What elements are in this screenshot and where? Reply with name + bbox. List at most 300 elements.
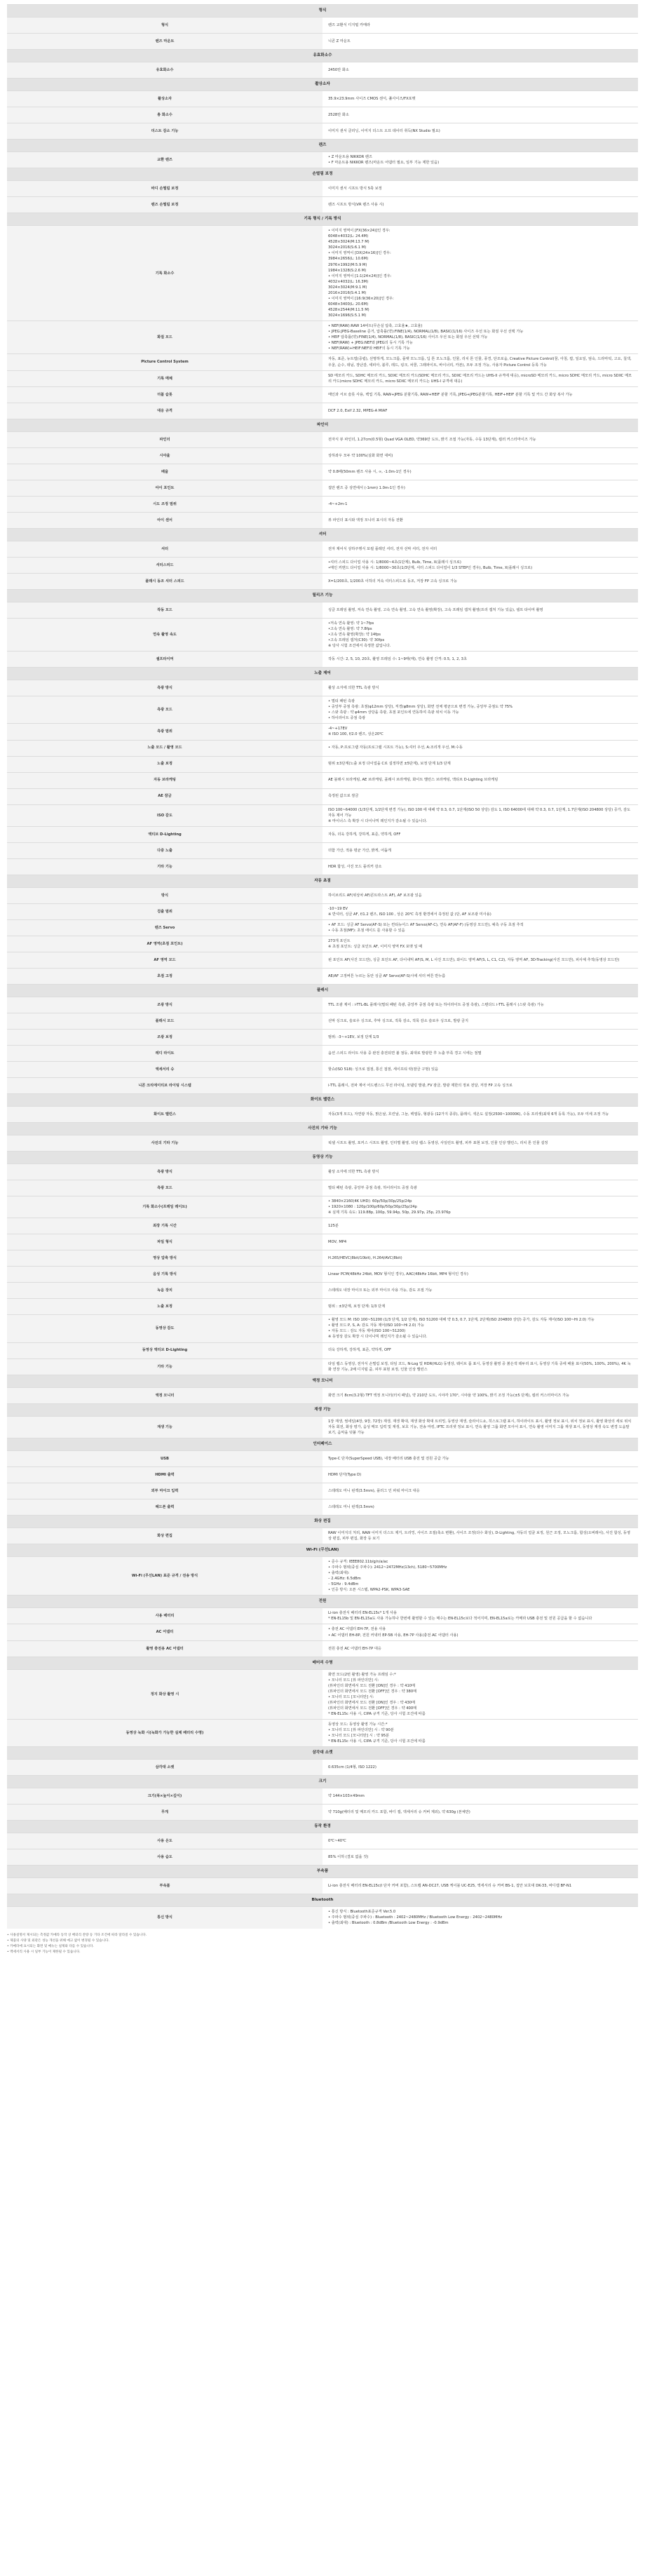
spec-label: 사진의 기타 기능 xyxy=(7,1135,322,1152)
spec-value-line: 125분 xyxy=(328,1224,339,1229)
spec-value-line: 싱글 프레임 촬영, 저속 연속 촬영, 고속 연속 촬영, 고속 연속 촬영(확장), 고속 프레임 캡처 촬영(프리 캡처 기능 있음), 셀프 타이머 촬영 xyxy=(328,607,543,612)
spec-value-line: ※ 당사 시험 조건에서 측정한 값입니다. xyxy=(328,644,391,649)
section-header xyxy=(7,1544,638,1556)
spec-row xyxy=(7,842,638,858)
spec-row xyxy=(7,1267,638,1283)
spec-value-line: HDMI 단자(Type D) xyxy=(328,1472,362,1477)
spec-value-line: 6048×4032(L: 24.4M) xyxy=(328,234,369,239)
spec-row xyxy=(7,226,638,321)
spec-label: 셔터 xyxy=(7,541,322,557)
spec-row xyxy=(7,887,638,903)
spec-label: AC 어댑터 xyxy=(7,1624,322,1640)
footnote: • 액세서리 사용 시 일부 기능이 제한될 수 있습니다. xyxy=(7,1950,81,1955)
spec-value xyxy=(322,696,638,724)
spec-value xyxy=(322,1466,638,1483)
spec-label: 대응 규격 xyxy=(7,403,322,419)
spec-row xyxy=(7,1030,638,1046)
spec-label: 영상 압축 방식 xyxy=(7,1250,322,1267)
spec-label: 렌즈 마운트 xyxy=(7,34,322,50)
spec-value-line: 1984×1328(S:2.6 M) xyxy=(328,268,367,273)
spec-label: 시도 조정 범위 xyxy=(7,496,322,512)
spec-row xyxy=(7,1299,638,1315)
spec-label: 노출 보정 xyxy=(7,1299,322,1315)
spec-label: AE 잠금 xyxy=(7,788,322,804)
spec-value-line: 3984×2656(L: 10.6M) xyxy=(328,257,369,262)
section-title: 형식 xyxy=(7,5,638,18)
spec-label: 무게 xyxy=(7,1805,322,1821)
spec-value-line: 6048×3400(L: 20.6M) xyxy=(328,302,369,306)
spec-value-line: ※ ISO 100, f/2.0 렌즈, 상온20℃ xyxy=(328,732,383,737)
spec-value xyxy=(322,1299,638,1315)
spec-value-line: •메인 커맨드 다이얼 사용 시: 1/8000~30초(1/3단계, 셔터 스피드 다이얼이 1/3 STEP인 경우), Bulb, Time, X(플래시 싱크로) xyxy=(328,565,533,570)
spec-value xyxy=(322,1234,638,1250)
spec-value-line: (뷰파인더 화면에서 모드 전환 [ON]인 경우 : 약 430매 xyxy=(328,1700,416,1705)
spec-row xyxy=(7,1164,638,1180)
spec-value xyxy=(322,34,638,50)
section-header xyxy=(7,213,638,226)
spec-value-line: HDR 합성, 사진 모드 플리커 감소 xyxy=(328,864,382,869)
spec-row xyxy=(7,1107,638,1123)
spec-row xyxy=(7,1608,638,1624)
spec-row xyxy=(7,1833,638,1849)
spec-value-line: 접안 렌즈 중 상면에서 (-1mm) 1.0m-1인 경우) xyxy=(328,485,405,490)
spec-row xyxy=(7,804,638,826)
spec-label: 배율 xyxy=(7,464,322,480)
spec-value-line: TTL 조광 제어 : i-TTL-BL 플래시(멀티 패턴 측광, 중앙부 중점 측광 또는 하이라이트 중점 측광), 스탠다드 i-TTL 플래시 (스팟 측광) 가능 xyxy=(328,1003,544,1008)
spec-value xyxy=(322,1062,638,1078)
section-header xyxy=(7,1152,638,1164)
spec-row xyxy=(7,1805,638,1821)
spec-value-line: i-TTL 플래시, 전파 제어 어드밴스드 무선 라이팅, 모델링 발광, FV 잠금, 발광 제한의 정보 전달, 저장 FP 고속 싱크로 xyxy=(328,1084,512,1088)
spec-value-line: • 3840×2160(4K UHD): 60p/50p/30p/25p/24p xyxy=(328,1199,412,1204)
section-title: 배터리 수명 xyxy=(7,1657,638,1669)
spec-value-line: • 이미지 영역이 [FX(36×24)]인 경우: xyxy=(328,229,391,234)
spec-row xyxy=(7,321,638,354)
spec-value-line: 스테레오 내장 마이크 또는 외부 마이크 사용 가능, 감도 조절 가능 xyxy=(328,1288,433,1293)
spec-value-line: 2528만 화소 xyxy=(328,112,349,117)
spec-label: 통신 방식 xyxy=(7,1907,322,1929)
spec-value-line: 4032×4032(L: 16.3M) xyxy=(328,279,369,284)
spec-value xyxy=(322,756,638,772)
spec-label: 렌즈 Servo xyxy=(7,919,322,936)
spec-label: 파일 형식 xyxy=(7,1234,322,1250)
spec-label: 헤드폰 출력 xyxy=(7,1499,322,1515)
section-title: 인터페이스 xyxy=(7,1438,638,1450)
spec-label: 녹음 장치 xyxy=(7,1283,322,1299)
spec-value xyxy=(322,1283,638,1299)
section-header xyxy=(7,1821,638,1833)
spec-value-line: • 자동 모드 : 감도 자동 제어(ISO 100~51200) xyxy=(328,1329,406,1334)
spec-row xyxy=(7,431,638,447)
spec-value-line: •고속 프레임 캡처(C30): 약 30fps xyxy=(328,638,385,642)
spec-label: 액정 모니터 xyxy=(7,1387,322,1403)
spec-label: ISO 감도 xyxy=(7,804,322,826)
spec-label: 니콘 크리에이티브 라이팅 시스템 xyxy=(7,1078,322,1094)
spec-value-line: • F 마운트용 NIKKOR 렌즈(마운트 어댑터 필요, 일부 기능 제한 있음) xyxy=(328,161,440,166)
spec-value xyxy=(322,740,638,756)
spec-value-line: 자동, 표준, 뉴트럴(중립), 선명하게, 모노크롬, 플랫 모노크롬, 딥 톤 모노크롬, 인물, 리치 톤 인물, 풍경, 단조로움, Creative Picture Control(꿈, 아침, 팝, 일요일, 엄숙, 드라마틱, 고요, 칠색, 우울, 순수, 데님, 장난감, 세피아, 블루, 레드, 핑크, 차콜, 그래파이트, 바이너리, 카본), 모두 조정 가능, 사용자 Picture Control 등록 가능 xyxy=(328,357,632,367)
section-header xyxy=(7,1596,638,1608)
spec-row xyxy=(7,197,638,213)
spec-value-line: 렌즈 시프트 방식(VR 렌즈 사용 시) xyxy=(328,203,384,208)
spec-value xyxy=(322,936,638,952)
spec-value xyxy=(322,1608,638,1624)
spec-value xyxy=(322,1849,638,1866)
spec-value-line: • 주파수 범위(중심 주파수): 2412~2472MHz(13ch), 5180~5700MHz xyxy=(328,1565,447,1570)
section-header xyxy=(7,419,638,431)
spec-label: 기록 화소수(프레임 레이트) xyxy=(7,1196,322,1218)
spec-value-line: 2450만 화소 xyxy=(328,67,349,72)
spec-value xyxy=(322,557,638,573)
section-title: 크기 xyxy=(7,1776,638,1788)
spec-row xyxy=(7,1788,638,1805)
spec-row xyxy=(7,1387,638,1403)
spec-row xyxy=(7,403,638,419)
spec-value xyxy=(322,1107,638,1123)
spec-label: 유효화소수 xyxy=(7,62,322,79)
spec-row xyxy=(7,1234,638,1250)
spec-label: 촬상소자 xyxy=(7,91,322,107)
spec-row xyxy=(7,696,638,724)
spec-value xyxy=(322,1387,638,1403)
spec-row xyxy=(7,1907,638,1929)
spec-label: 화이트 밸런스 xyxy=(7,1107,322,1123)
spec-value xyxy=(322,447,638,464)
spec-label: 동영상 액티브 D-Lighting xyxy=(7,1342,322,1358)
section-header xyxy=(7,875,638,887)
spec-label: 사용 배터리 xyxy=(7,1608,322,1624)
spec-label: 자동 브라케팅 xyxy=(7,772,322,788)
spec-row xyxy=(7,903,638,919)
spec-value-line: • 중앙부 중점 측광: 초점(φ12mm 상당), 직경(φ8mm 상당), 화면 전체 평균으로 변경 가능, 중앙부 중점도 약 75% xyxy=(328,705,513,710)
spec-row xyxy=(7,952,638,969)
spec-value-line: SD 메모리 카드, SDHC 메모리 카드, SDXC 메모리 카드(SDHC 메모리 카드, SDXC 메모리 카드는 UHS-II 규격에 대응), microSD 메모리 카드, micro SDHC 메모리 카드, micro SDXC 메모리 카드(micro SDHC 메모리 카드, micro SDXC 메모리 카드는 UHS-I 규격에 대응) xyxy=(328,373,632,384)
spec-label: 셀프타이머 xyxy=(7,652,322,668)
spec-label: 동영상 녹화 시(녹화가 가능한 실제 배터리 수명) xyxy=(7,1720,322,1747)
spec-label: 방식 xyxy=(7,887,322,903)
spec-value-line: 1장 재생, 썸네일(4장, 9장, 72장) 재생, 재생 확대, 재생 화상 확대 트리밍, 동영상 재생, 슬라이드쇼, 히스토그램 표시, 하이라이트 표시, 촬영 정보 표시, 위치 정보 표시, 촬영 화상의 세로 위치 자동 회전, 화상 평가, 음성 메모 입력 및 재생, 보호 기능, 전송 마킹, IPTC 프리셋 정보 표시, 연속 촬영 그룹 화면 모아서 표시, 연속 촬영 이미지 그룹 재생 표시, 동영상 재생 속도 변경 도움말 보기, 음악을 덧붙 가능 xyxy=(328,1419,632,1435)
spec-value-line: 2016×2016(S:4.1 M) xyxy=(328,290,367,295)
spec-label: 사용 습도 xyxy=(7,1849,322,1866)
spec-value-line: 촬상 소자에 의한 TTL 측광 방식 xyxy=(328,1170,379,1175)
spec-label: 정지 화상 촬영 시 xyxy=(7,1669,322,1720)
spec-row xyxy=(7,107,638,123)
spec-value-line: 4528×2544(M:11.5 M) xyxy=(328,308,369,312)
spec-row xyxy=(7,496,638,512)
section-title: 삼각대 소켓 xyxy=(7,1747,638,1760)
spec-value xyxy=(322,1180,638,1196)
spec-label: USB xyxy=(7,1450,322,1466)
spec-label: Picture Control System xyxy=(7,354,322,370)
spec-row xyxy=(7,969,638,985)
section-title: 화이트 밸런스 xyxy=(7,1094,638,1107)
section-header xyxy=(7,589,638,602)
spec-value-line: • 모니터 모드 [모니터만] 시 : 약 95분 xyxy=(328,1734,390,1739)
spec-value-line: • NEF(RAW)+HEIF:NEF와 HEIF의 동시 기록 가능 xyxy=(328,346,410,351)
spec-value-line: (뷰파인더 화면에서 모드 전환 [OFF]인 경우 : 약 380매 xyxy=(328,1689,417,1694)
spec-value-line: • 모니터 모드 [뷰 파인더만] 시: xyxy=(328,1678,379,1683)
spec-value-line: ※ 반셔터, 싱글 AF, f/1.2 렌즈, ISO 100 , 상온 20℃ 측정 환경에서 측정된 값 (단, AF 보조광 미사용) xyxy=(328,912,491,917)
spec-value xyxy=(322,573,638,589)
spec-value-line: • 출력(최대): xyxy=(328,1571,350,1576)
spec-label: 플래시 모드 xyxy=(7,1013,322,1030)
spec-value-line: – 5GHz : 9.4dBm xyxy=(328,1582,359,1587)
spec-label: 초점 고정 xyxy=(7,969,322,985)
spec-value-line: 273개 포인트 xyxy=(328,938,351,943)
spec-value xyxy=(322,919,638,936)
spec-label: 기록 화소수 xyxy=(7,226,322,321)
section-title: 전원 xyxy=(7,1596,638,1608)
section-title: Bluetooth xyxy=(7,1894,638,1907)
spec-value xyxy=(322,1315,638,1342)
spec-label: 액티브 D-Lighting xyxy=(7,826,322,842)
spec-label: AF 영역 모드 xyxy=(7,952,322,969)
spec-value-line: 측정된 값으로 잠금 xyxy=(328,794,359,799)
spec-row xyxy=(7,1315,638,1342)
spec-label: 기록 매체 xyxy=(7,370,322,386)
spec-row xyxy=(7,1528,638,1544)
spec-value-line: • 통신 방식 : Bluetooth표준규격 Ver.5.0 xyxy=(328,1910,396,1915)
spec-row xyxy=(7,1416,638,1438)
spec-value-line: • AF 모드: 싱글 AF Servo(AF-S) 또는 컨티뉴어스 AF Servo(AF-C), 연속 AF(AF-F) (동영상 모드만), 예측 구동 초점 추적 xyxy=(328,922,524,927)
spec-row xyxy=(7,557,638,573)
spec-row xyxy=(7,181,638,197)
spec-value xyxy=(322,804,638,826)
spec-value xyxy=(322,1833,638,1849)
spec-row xyxy=(7,1878,638,1894)
spec-value-line: • 이미지 영역이 [1:1(24×24)]인 경우: xyxy=(328,274,392,278)
spec-value xyxy=(322,464,638,480)
section-header xyxy=(7,1866,638,1878)
spec-value xyxy=(322,1135,638,1152)
spec-value xyxy=(322,887,638,903)
section-header xyxy=(7,168,638,181)
spec-label: 기타 기능 xyxy=(7,1358,322,1375)
spec-value xyxy=(322,1013,638,1030)
section-title: 파인더 xyxy=(7,419,638,431)
spec-value-line: • 자동, P:프로그램 자동(프로그램 시프트 가능), S:셔터 우선, A:조리개 우선, M:수동 xyxy=(328,746,463,750)
spec-value xyxy=(322,724,638,740)
spec-label: AF 영역(초점 포인트) xyxy=(7,936,322,952)
spec-value xyxy=(322,403,638,419)
spec-value-line: •고속 연속 촬영: 약 7.8fps xyxy=(328,626,372,631)
spec-row xyxy=(7,1135,638,1152)
spec-row xyxy=(7,1760,638,1776)
spec-label: 더스트 감소 기능 xyxy=(7,123,322,140)
spec-value-line: -4~+2m-1 xyxy=(328,501,348,506)
spec-value-line: ※ 실제 기록 속도: 119.88p, 100p, 59.94p, 50p, 29.97p, 25p, 23.976p xyxy=(328,1211,451,1215)
footnote: • 카메라에 표시되는 화면 및 메뉴는 실제와 다를 수 있습니다. xyxy=(7,1945,94,1949)
spec-value-line: DCF 2.0, Exif 2.32, MPEG-A MIAF xyxy=(328,408,388,413)
footnote: • 제품의 사양 및 외관은 성능 개선을 위해 예고 없이 변경될 수 있습니다. xyxy=(7,1938,109,1943)
spec-value xyxy=(322,197,638,213)
spec-value xyxy=(322,181,638,197)
spec-value-line: ISO 100~64000 (1/3단계, 1/2단계 변경 가능), ISO 100 에 대해 약 0.3, 0.7, 1단계(ISO 50 상당) 감도 1, ISO 64000에 대해 약 0.3, 0.7, 1단계, 1.7단계(ISO 204800 상당) 증가, 감도 자동 제어 가능 xyxy=(328,807,631,818)
spec-value xyxy=(322,858,638,875)
spec-value-line: 옵션 스피드 라이트 사용 중 완전 충전되면 불 점등, 최대로 발광한 후 노출 부족 경고 시에는 점멸 xyxy=(328,1051,482,1056)
spec-label: 총 화소수 xyxy=(7,107,322,123)
spec-row xyxy=(7,1250,638,1267)
spec-label: 음성 기록 방식 xyxy=(7,1267,322,1283)
spec-value-line: •저속 연속 촬영: 약 1~7fps xyxy=(328,621,374,626)
spec-value xyxy=(322,1450,638,1466)
spec-row xyxy=(7,740,638,756)
spec-label: 형식 xyxy=(7,18,322,34)
spec-row xyxy=(7,1556,638,1595)
spec-value-line: 자동(3개 모드), 자연광 자동, 맑은날, 흐린날, 그늘, 백열등, 형광등 (12가지 종류), 플래시, 색온도 설정(2500~10000K), 수동 프리셋(최대 6개 등록 가능), 모두 미세 조정 가능 xyxy=(328,1112,609,1117)
spec-value xyxy=(322,1483,638,1499)
spec-row xyxy=(7,724,638,740)
spec-value-line: • NEF(RAW):RAW 14비트(무손실 압축, 고효율★, 고효율) xyxy=(328,324,423,329)
spec-value-line: ※ 초점 포인트: 싱글 포인트 AF, 이미지 영역 FX 포맷 일 때 xyxy=(328,945,423,949)
spec-value-line: 화면 크기 8cm(3.2형) TFT 액정 모니터(터치 패널), 약 210만 도트, 시야각 170°, 시야율 약 100%, 밝기 조정 가능(±5 단계), 컬러 커스터마이즈 가능 xyxy=(328,1393,570,1398)
spec-value xyxy=(322,1499,638,1515)
spec-row xyxy=(7,936,638,952)
spec-value-line: • 스팟 측광 : 약 φ4mm 상당을 측광, 초점 포인트에 연동하여 측광 위치 이동 가능 xyxy=(328,710,459,715)
spec-row xyxy=(7,370,638,386)
spec-value-line: 핀 포인트 AF(사진 모드만), 싱글 포인트 AF, 다이내믹 AF(S, M, L 사진 모드만), 와이드 영역 AF(S, L, C1, C2), 자동 영역 AF, 3D-Tracking(사진 모드만), 피사체 추적(동영상 모드만) xyxy=(328,958,620,963)
spec-value-line: MOV, MP4 xyxy=(328,1240,347,1245)
section-header xyxy=(7,79,638,91)
spec-label: 바디 손떨림 보정 xyxy=(7,181,322,197)
spec-value-line: • 모니터 모드 [뷰 파인더만] 시 : 약 90분 xyxy=(328,1728,394,1733)
spec-value xyxy=(322,1196,638,1218)
spec-value-line: •셔터 스피드 다이얼 사용 시: 1/8000~4초(1단계), Bulb, Time, X(플래시 싱크로) xyxy=(328,560,461,565)
spec-value-line: (뷰파인더 화면에서 모드 전환 [ON]인 경우 : 약 410매 xyxy=(328,1683,416,1688)
section-title: 사진의 기타 기능 xyxy=(7,1123,638,1135)
spec-value xyxy=(322,1358,638,1375)
section-header xyxy=(7,985,638,997)
spec-label: 화질 모드 xyxy=(7,321,322,354)
spec-value-line: • 이미지 영역이 [DX(24×16)]인 경우: xyxy=(328,251,391,256)
spec-value xyxy=(322,1218,638,1234)
spec-label: 노출 모드 / 촬영 모드 xyxy=(7,740,322,756)
section-header xyxy=(7,668,638,680)
spec-value xyxy=(322,1556,638,1595)
spec-value-line: 더욱 강하게, 강하게, 표준, 약하게, OFF xyxy=(328,1348,392,1353)
spec-label: 동영상 감도 xyxy=(7,1315,322,1342)
footnote: • 사용설명서 제시되는 측정값 카메라 동작 상 배터리 잔량 등 기타 조건에 따라 달라질 수 있습니다. xyxy=(7,1933,147,1937)
spec-value-line: • 인증 방식: 오픈 시스템, WPA2-PSK, WPA3-SAE xyxy=(328,1588,410,1593)
spec-row xyxy=(7,1358,638,1375)
spec-value-line: 작동 시간: 2, 5, 10, 20초, 촬영 프레임 수: 1~9매(매), 연속 촬영 간격: 0.5, 1, 2, 3초 xyxy=(328,657,467,662)
spec-value-line: 메인과 서브 슬롯 사용, 백업 기록, RAW+JPEG 분할기록, RAW+HEIF 분할 기록, JPEG+JPEG분할기록, HEIF+HEIF 분할 기록 및 카드 간 화상 복사 가능 xyxy=(328,392,573,397)
spec-value-line: 범위 : ±3단계, 보정 단계: 1/3 단계 xyxy=(328,1304,386,1309)
spec-value-line: 자동, 더욱 강하게, 강하게, 표준, 약하게, OFF xyxy=(328,832,401,837)
section-header xyxy=(7,1894,638,1907)
spec-label: 레디 라이트 xyxy=(7,1046,322,1062)
spec-label: 측광 모드 xyxy=(7,1180,322,1196)
section-title: Wi-Fi (무선LAN) xyxy=(7,1544,638,1556)
spec-value-line: -4~+17EV xyxy=(328,727,348,731)
section-header xyxy=(7,50,638,62)
spec-value xyxy=(322,480,638,496)
spec-row xyxy=(7,1483,638,1499)
spec-value xyxy=(322,62,638,79)
section-title: 화상 편집 xyxy=(7,1515,638,1528)
spec-label: 크기(폭×높이×깊이) xyxy=(7,1788,322,1805)
spec-row xyxy=(7,1078,638,1094)
spec-label: 플래시 동조 셔터 스피드 xyxy=(7,573,322,589)
spec-value-line: • 하이라이트 중점 측광 xyxy=(328,716,366,721)
section-header xyxy=(7,1094,638,1107)
spec-value xyxy=(322,1030,638,1046)
spec-value-line: 약 144×103×49mm xyxy=(328,1794,365,1799)
spec-value xyxy=(322,969,638,985)
spec-value xyxy=(322,997,638,1013)
spec-value xyxy=(322,1669,638,1720)
spec-value xyxy=(322,1250,638,1267)
spec-label: 최장 기록 시간 xyxy=(7,1218,322,1234)
section-header xyxy=(7,1375,638,1387)
spec-value-line: H.265/HEVC(8bit/10bit), H.264/AVC(8bit) xyxy=(328,1256,402,1261)
spec-value xyxy=(322,123,638,140)
spec-label: HDMI 출력 xyxy=(7,1466,322,1483)
spec-value-line: 3024×3024(M:9.1 M) xyxy=(328,285,367,290)
spec-value xyxy=(322,1788,638,1805)
section-title: 동영상 기능 xyxy=(7,1152,638,1164)
spec-value xyxy=(322,602,638,618)
spec-row xyxy=(7,826,638,842)
spec-value-line: 3024×1696(S:5.1 M) xyxy=(328,313,367,318)
spec-row xyxy=(7,618,638,651)
spec-value-line: RAW 이미지의 처리, RAW 이미지 더스트 제거, 트리밍, 사이즈 조절(축소 변환), 사이즈 조정(다수 화상), D-Lighting, 자동의 얼굴 보정, 원근 조정, 모노크롬, 합성(오버레이), 사진 합성, 동영상 편집, 피부 편집, 화장 등 보기 xyxy=(328,1530,630,1541)
spec-label: 외부 마이크 입력 xyxy=(7,1483,322,1499)
spec-label: 노출 보정 xyxy=(7,756,322,772)
spec-value xyxy=(322,512,638,528)
spec-value-line: • 이미지 영역이 [16:9(36×20)]인 경우: xyxy=(328,296,394,301)
spec-label: Wi-Fi (무선LAN) 표준 규격 / 전송 방식 xyxy=(7,1556,322,1595)
spec-value xyxy=(322,496,638,512)
spec-value-line: • AC 어댑터 EH-8P, 전원 커넥터 EP-5B 사용, EH-7P 사용(충전 AC 어댑터 사용) xyxy=(328,1633,459,1638)
section-header xyxy=(7,1776,638,1788)
spec-value-line: AE 블래시 브라케팅, AE 브라케팅, 플래시 브라케팅, 화이트 밸런스 브라케팅, 액티브 D-Lighting 브라케팅 xyxy=(328,778,498,783)
section-title: 기록 형식 / 기록 방식 xyxy=(7,213,638,226)
spec-value xyxy=(322,1720,638,1747)
spec-label: 시야율 xyxy=(7,447,322,464)
spec-row xyxy=(7,1499,638,1515)
spec-label: 파인더 xyxy=(7,431,322,447)
spec-value xyxy=(322,618,638,651)
spec-value xyxy=(322,370,638,386)
spec-label: 아이 포인트 xyxy=(7,480,322,496)
spec-row xyxy=(7,152,638,168)
spec-row xyxy=(7,1624,638,1640)
spec-value xyxy=(322,652,638,668)
spec-value-line: 선막 싱크로, 슬로우 싱크로, 후막 싱크로, 적목 감소, 적목 감소 슬로우 싱크로, 발광 금지 xyxy=(328,1019,469,1024)
spec-value-line: 전원 충전 AC 어댑터 EH-7P 대응 xyxy=(328,1646,381,1651)
spec-row xyxy=(7,447,638,464)
section-title: 자동 초점 xyxy=(7,875,638,887)
spec-row xyxy=(7,541,638,557)
section-header xyxy=(7,1657,638,1669)
spec-value-line: 더함 가산, 적용 평균 가산, 밝게, 어둡게 xyxy=(328,848,392,853)
spec-row xyxy=(7,1720,638,1747)
spec-row xyxy=(7,123,638,140)
spec-value-line: 멀티 패턴 측광, 중앙부 중점 측광, 하이라이트 중점 측광 xyxy=(328,1186,417,1191)
spec-label: 작동 모드 xyxy=(7,602,322,618)
spec-label: 교환 렌즈 xyxy=(7,152,322,168)
spec-row xyxy=(7,1180,638,1196)
spec-value-line: 3024×2016(S:6.1 M) xyxy=(328,245,367,250)
section-title: 동작 환경 xyxy=(7,1821,638,1833)
spec-row xyxy=(7,1196,638,1218)
spec-value-line: • 1920×1080 : 120p/100p/60p/50p/30p/25p/24p xyxy=(328,1205,417,1210)
spec-value-line: 0℃~40℃ xyxy=(328,1839,346,1844)
spec-value xyxy=(322,1760,638,1776)
spec-value xyxy=(322,541,638,557)
spec-value-line: 범위 ±3단계(노출 보정 다이얼을 C로 설정하면 ±5단계), 보정 단계 1/3 단계 xyxy=(328,762,451,767)
